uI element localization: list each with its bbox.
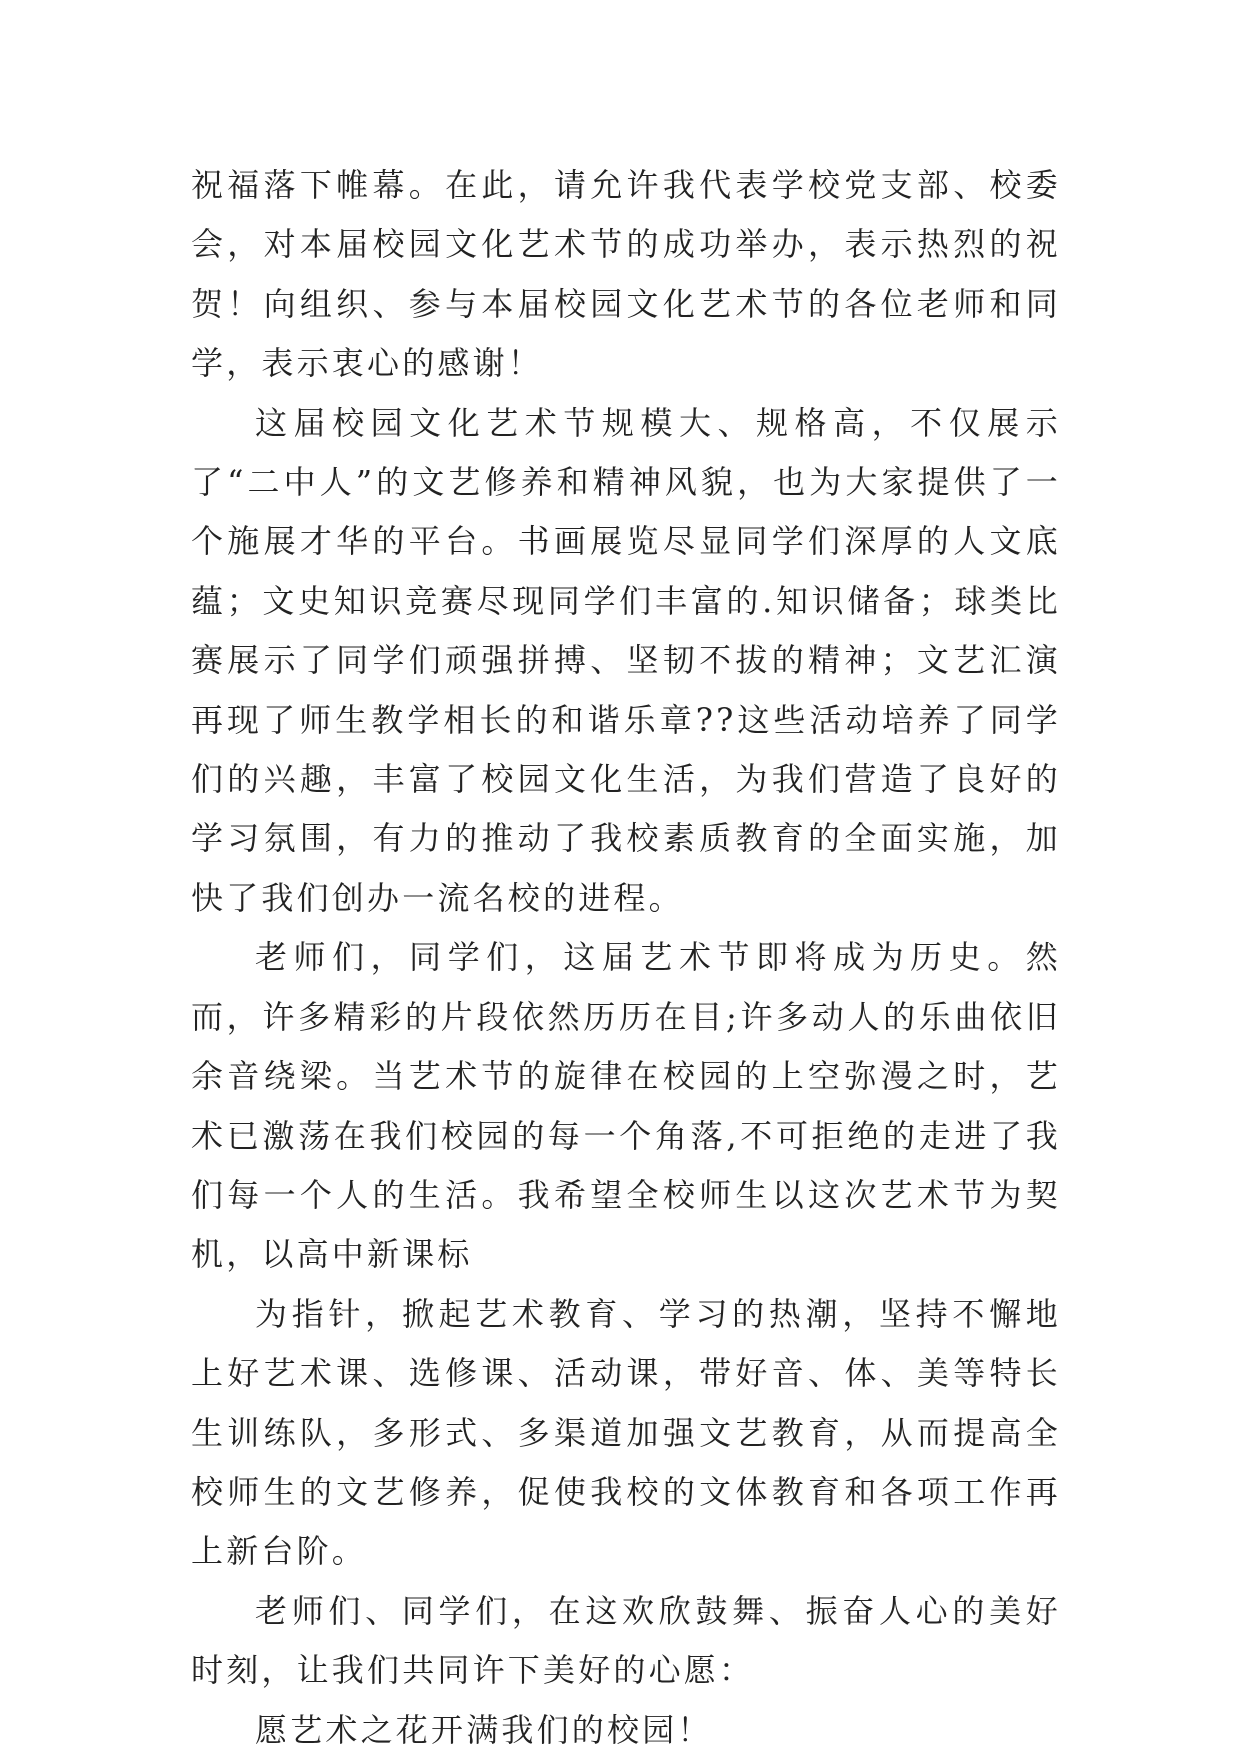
document-body [191, 156, 1061, 1760]
paragraph-3: 老师们，同学们，这届艺术节即将成为历史。然而，许多精彩的片段依然历历在目;许多动人的乐曲依旧余音绕梁。当艺术节的旋律在校园的上空弥漫之时，艺术已激荡在我们校园的每一个角落,不可拒绝的走进了我们每一个人的生活。我希望全校师生以这次艺术节为契机，以高中新课标 [191, 938, 1061, 1274]
paragraph-5: 老师们、同学们，在这欢欣鼓舞、振奋人心的美好时刻，让我们共同许下美好的心愿： [191, 1591, 1061, 1690]
paragraph-1: 祝福落下帷幕。在此，请允许我代表学校党支部、校委会，对本届校园文化艺术节的成功举办，表示热烈的祝贺！向组织、参与本届校园文化艺术节的各位老师和同学，表示衷心的感谢！ [191, 166, 1061, 383]
paragraph-4: 为指针，掀起艺术教育、学习的热潮，坚持不懈地上好艺术课、选修课、活动课，带好音、体、美等特长生训练队，多形式、多渠道加强文艺教育，从而提高全校师生的文艺修养，促使我校的文体教育和各项工作再上新台阶。 [191, 1294, 1061, 1571]
paragraph-6: 愿艺术之花开满我们的校园！ [255, 1710, 713, 1749]
paragraph-2: 这届校园文化艺术节规模大、规格高，不仅展示了“二中人”的文艺修养和精神风貌，也为大家提供了一个施展才华的平台。书画展览尽显同学们深厚的人文底蕴；文史知识竞赛尽现同学们丰富的.知识储备；球类比赛展示了同学们顽强拼搏、坚韧不拔的精神；文艺汇演再现了师生教学相长的和谐乐章??这些活动培养了同学们的兴趣，丰富了校园文化生活，为我们营造了良好的学习氛围，有力的推动了我校素质教育的全面实施，加快了我们创办一流名校的进程。 [191, 403, 1061, 917]
